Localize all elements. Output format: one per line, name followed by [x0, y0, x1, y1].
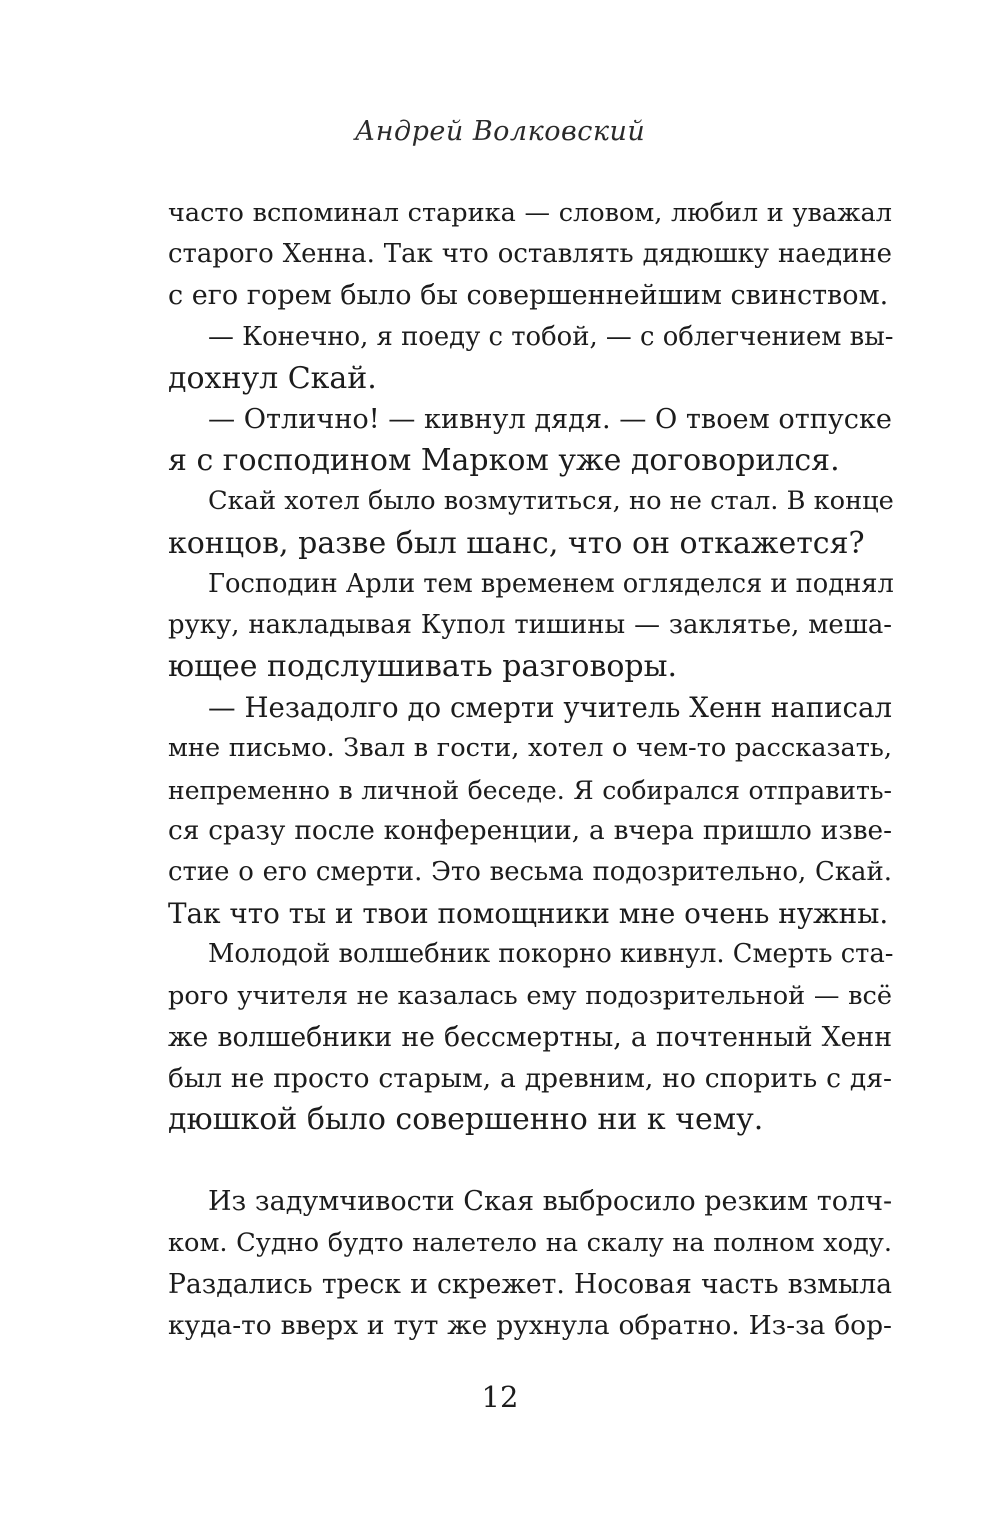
text-line: ком. Судно будто налетело на скалу на полном ходу. [168, 1227, 892, 1258]
paragraph [168, 1181, 892, 1346]
text-line: ющее подслушивать разговоры. [168, 649, 678, 685]
text-line: часто вспоминал старика — словом, любил и уважал [168, 198, 892, 228]
text-line: стие о его смерти. Это весьма подозрительно, Скай. [168, 857, 892, 887]
text-line: рого учителя не казалась ему подозрительной — всё [168, 980, 892, 1011]
text-line: куда-то вверх и тут же рухнула обратно. Из-за бор- [168, 1309, 892, 1341]
body-text [168, 193, 892, 1346]
text-line: старого Хенна. Так что оставлять дядюшку наедине [168, 239, 892, 270]
section-break [168, 1140, 892, 1181]
text-line: — Отлично! — кивнул дядя. — О твоем отпуске [208, 403, 892, 435]
text-line: Молодой волшебник покорно кивнул. Смерть ста- [208, 939, 894, 970]
text-line: Скай хотел было возмутиться, но не стал. В конце [208, 486, 894, 517]
text-line: я с господином Марком уже договорился. [168, 443, 840, 479]
paragraph [168, 317, 892, 399]
paragraph [168, 564, 892, 688]
text-line: Господин Арли тем временем огляделся и поднял [208, 568, 894, 599]
page-number: 12 [481, 1380, 519, 1414]
paragraph [168, 399, 892, 481]
text-line: — Конечно, я поеду с тобой, — с облегчением вы- [208, 321, 894, 352]
paragraph [168, 481, 892, 563]
text-line: Раздались треск и скрежет. Носовая часть взмыла [168, 1268, 892, 1300]
text-line: Так что ты и твои помощники мне очень нужны. [168, 897, 889, 931]
text-line: был не просто старым, а древним, но спорить с дя- [168, 1062, 892, 1094]
text-line: мне письмо. Звал в гости, хотел о чем-то рассказать, [168, 733, 892, 764]
text-line: — Незадолго до смерти учитель Хенн написал [208, 691, 892, 725]
text-line: концов, разве был шанс, что он откажется? [168, 525, 865, 561]
text-line: ся сразу после конференции, а вчера пришло изве- [168, 815, 892, 846]
text-line: Из задумчивости Ская выбросило резким толч- [208, 1186, 893, 1218]
paragraph [168, 687, 892, 934]
text-line: же волшебники не бессмертны, а почтенный Хенн [168, 1021, 892, 1053]
running-header-author: Андрей Волковский [354, 116, 646, 147]
text-line: непременно в личной беседе. Я собирался отправить- [168, 775, 892, 805]
text-line: дохнул Скай. [168, 360, 377, 396]
paragraph [168, 193, 892, 317]
text-line: с его горем было бы совершеннейшим свинством. [168, 280, 889, 312]
text-line: дюшкой было совершенно ни к чему. [168, 1102, 764, 1138]
text-line: руку, накладывая Купол тишины — заклятье, меша- [168, 609, 892, 640]
paragraph [168, 934, 892, 1140]
